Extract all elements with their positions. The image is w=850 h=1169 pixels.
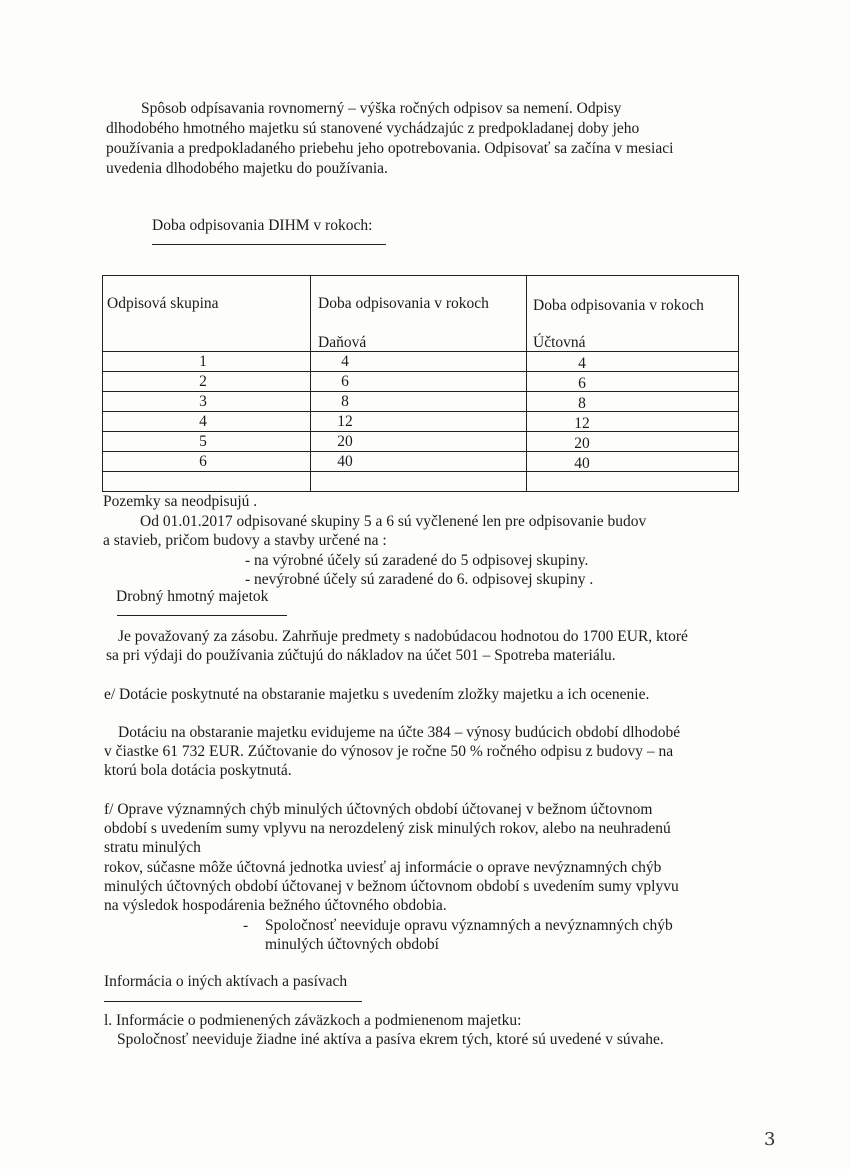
other-info-heading: Informácia o iných aktívach a pasívach xyxy=(104,973,348,990)
section-f-line-3: stratu minulých xyxy=(104,839,201,856)
section-e-heading: e/ Dotácie poskytnuté na obstaranie majetku s uvedením zložky majetku a ich ocenenie. xyxy=(104,686,650,703)
row-3-tax: 8 xyxy=(341,393,349,410)
header-acc-sub: Účtovná xyxy=(533,334,586,351)
row-6-group: 6 xyxy=(199,453,207,470)
row-3-acc: 8 xyxy=(578,395,586,412)
section-f-line-1: f/ Oprave významných chýb minulých účtovných období účtovanej v bežnom účtovnom xyxy=(104,801,653,818)
row-1-acc: 4 xyxy=(578,355,586,372)
row-2-tax: 6 xyxy=(341,373,349,390)
building-groups-line-2: a stavieb, pričom budovy a stavby určené na : xyxy=(103,532,387,549)
row-5-tax: 20 xyxy=(337,433,353,450)
section-e-line-1: Dotáciu na obstaranie majetku evidujeme na účte 384 – výnosy budúcich období dlhodobé xyxy=(118,724,681,741)
section-f-bullet-line-1: Spoločnosť neeviduje opravu významných a nevýznamných chýb xyxy=(265,917,673,934)
intro-line-2: dlhodobého hmotného majetku sú stanovené vychádzajúc z predpokladanej doby jeho xyxy=(106,120,640,137)
other-info-underline xyxy=(104,1001,362,1002)
row-5-group: 5 xyxy=(199,433,207,450)
header-acc-title: Doba odpisovania v rokoch xyxy=(533,297,704,314)
building-bullet-2: - nevýrobné účely sú zaradené do 6. odpisovej skupiny . xyxy=(245,571,594,588)
row-3-group: 3 xyxy=(199,393,207,410)
intro-line-3: používania a predpokladaného priebehu jeho opotrebovania. Odpisovať sa začína v mesiaci xyxy=(106,140,674,157)
small-assets-heading: Drobný hmotný majetok xyxy=(116,588,269,605)
small-assets-underline xyxy=(117,615,287,616)
small-assets-line-2: sa pri výdaji do používania zúčtujú do nákladov na účet 501 – Spotreba materiálu. xyxy=(106,647,616,664)
section-f-bullet-line-2: minulých účtovných období xyxy=(265,936,439,953)
section-e-line-2: v čiastke 61 732 EUR. Zúčtovanie do výnosov je ročne 50 % ročného odpisu z budovy – na xyxy=(104,743,674,760)
row-6-acc: 40 xyxy=(574,455,590,472)
depreciation-table xyxy=(102,275,739,492)
row-4-acc: 12 xyxy=(574,415,590,432)
row-2-acc: 6 xyxy=(578,375,586,392)
section-f-bullet-dash: - xyxy=(243,917,249,934)
row-4-tax: 12 xyxy=(337,413,353,430)
contingent-text: Spoločnosť neeviduje žiadne iné aktíva a pasíva ekrem tých, ktoré sú uvedené v súvahe. xyxy=(117,1031,664,1048)
section-e-line-3: ktorú bola dotácia poskytnutá. xyxy=(104,762,292,779)
section-f-line-4: rokov, súčasne môže účtovná jednotka uviesť aj informácie o oprave nevýznamných chýb xyxy=(104,859,662,876)
intro-line-1: Spôsob odpísavania rovnomerný – výška ročných odpisov sa nemení. Odpisy xyxy=(141,100,622,117)
row-6-tax: 40 xyxy=(337,453,353,470)
row-1-group: 1 xyxy=(199,353,207,370)
table-row-divider xyxy=(103,471,738,472)
intro-line-4: uvedenia dlhodobého majetku do používania. xyxy=(106,160,388,177)
header-tax-sub: Daňová xyxy=(318,334,367,351)
row-5-acc: 20 xyxy=(574,435,590,452)
table-heading-underline xyxy=(152,244,386,245)
table-heading: Doba odpisovania DIHM v rokoch: xyxy=(152,217,373,234)
building-groups-line-1: Od 01.01.2017 odpisované skupiny 5 a 6 sú vyčlenené len pre odpisovanie budov xyxy=(140,513,647,530)
header-group: Odpisová skupina xyxy=(107,295,219,312)
contingent-heading: l. Informácie o podmienených záväzkoch a podmienenom majetku: xyxy=(104,1012,522,1029)
building-bullet-1: - na výrobné účely sú zaradené do 5 odpisovej skupiny. xyxy=(245,552,589,569)
row-4-group: 4 xyxy=(199,413,207,430)
small-assets-line-1: Je považovaný za zásobu. Zahrňuje predmety s nadobúdacou hodnotou do 1700 EUR, ktoré xyxy=(118,628,688,645)
row-1-tax: 4 xyxy=(341,353,349,370)
section-f-line-5: minulých účtovných období účtovanej v bežnom účtovnom období s uvedením sumy vplyvu xyxy=(104,878,679,895)
page-number: 3 xyxy=(764,1129,776,1150)
row-2-group: 2 xyxy=(199,373,207,390)
section-f-line-6: na výsledok hospodárenia bežného účtovného obdobia. xyxy=(104,897,447,914)
land-note: Pozemky sa neodpisujú . xyxy=(103,493,258,510)
section-f-line-2: období s uvedením sumy vplyvu na nerozdelený zisk minulých rokov, alebo na neuhradenú xyxy=(104,820,671,837)
header-tax-title: Doba odpisovania v rokoch xyxy=(318,295,489,312)
